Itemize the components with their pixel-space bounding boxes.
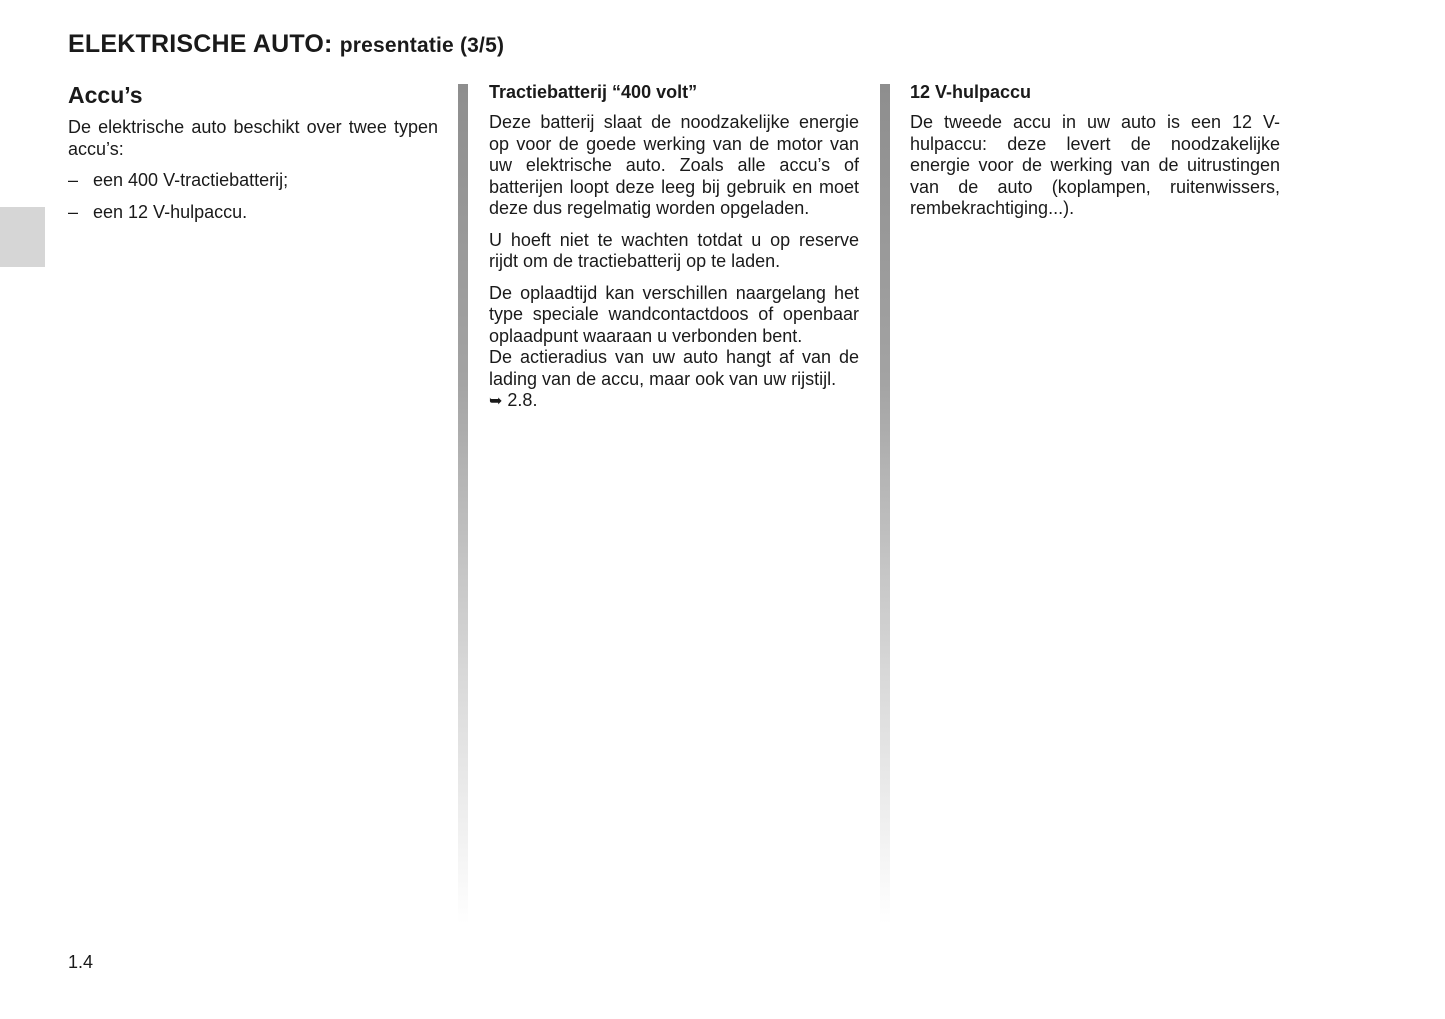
reference-arrow-icon: ➥ xyxy=(489,391,503,410)
paragraph: De tweede accu in uw auto is een 12 V-hulpaccu: deze levert de noodzakelijke energie voor de werking van de uitrustingen van de auto (koplampen, ruitenwissers, rembekrachtiging...). xyxy=(910,112,1280,218)
battery-type-list xyxy=(68,170,438,223)
list-item-text: een 400 V-tractiebatterij; xyxy=(93,170,289,190)
list-item xyxy=(68,170,438,192)
page-reference-link[interactable]: 2.8. xyxy=(507,390,538,410)
column-auxiliary-battery xyxy=(910,82,1280,230)
page-title-main: ELEKTRISCHE AUTO: xyxy=(68,30,333,58)
intro-paragraph: De elektrische auto beschikt over twee typen accu’s: xyxy=(68,117,438,159)
page-number: 1.4 xyxy=(68,952,94,972)
column-accus xyxy=(68,82,438,233)
paragraph: Deze batterij slaat de noodzakelijke energie op voor de goede werking van de motor van uw elektrische auto. Zoals alle accu’s of batterijen loopt deze leeg bij gebruik en moet deze dus regelmatig worden opgeladen. xyxy=(489,112,859,218)
paragraph-text: De actieradius van uw auto hangt af van de lading van de accu, maar ook van uw rijstijl. xyxy=(489,347,859,389)
paragraph: U hoeft niet te wachten totdat u op reserve rijdt om de tractiebatterij op te laden. xyxy=(489,229,859,271)
column-divider xyxy=(880,84,890,924)
list-dash: – xyxy=(68,201,79,222)
list-dash: – xyxy=(68,170,79,190)
subheading-auxiliary-battery: 12 V-hulpaccu xyxy=(910,82,1032,102)
section-heading-accus: Accu’s xyxy=(68,82,143,108)
column-divider xyxy=(458,84,468,924)
page-title-sub: presentatie (3/5) xyxy=(339,34,505,57)
list-item-text: een 12 V-hulpaccu. xyxy=(93,201,248,222)
chapter-tab-marker xyxy=(0,207,45,267)
column-traction-battery xyxy=(489,82,859,422)
page-title xyxy=(68,30,504,59)
subheading-traction-battery: Tractiebatterij “400 volt” xyxy=(489,82,698,102)
paragraph: De oplaadtijd kan verschillen naargelang het type speciale wandcontactdoos of openbaar oplaadpunt waaraan u verbonden bent. xyxy=(489,282,859,346)
paragraph xyxy=(489,347,859,412)
list-item xyxy=(68,202,438,224)
